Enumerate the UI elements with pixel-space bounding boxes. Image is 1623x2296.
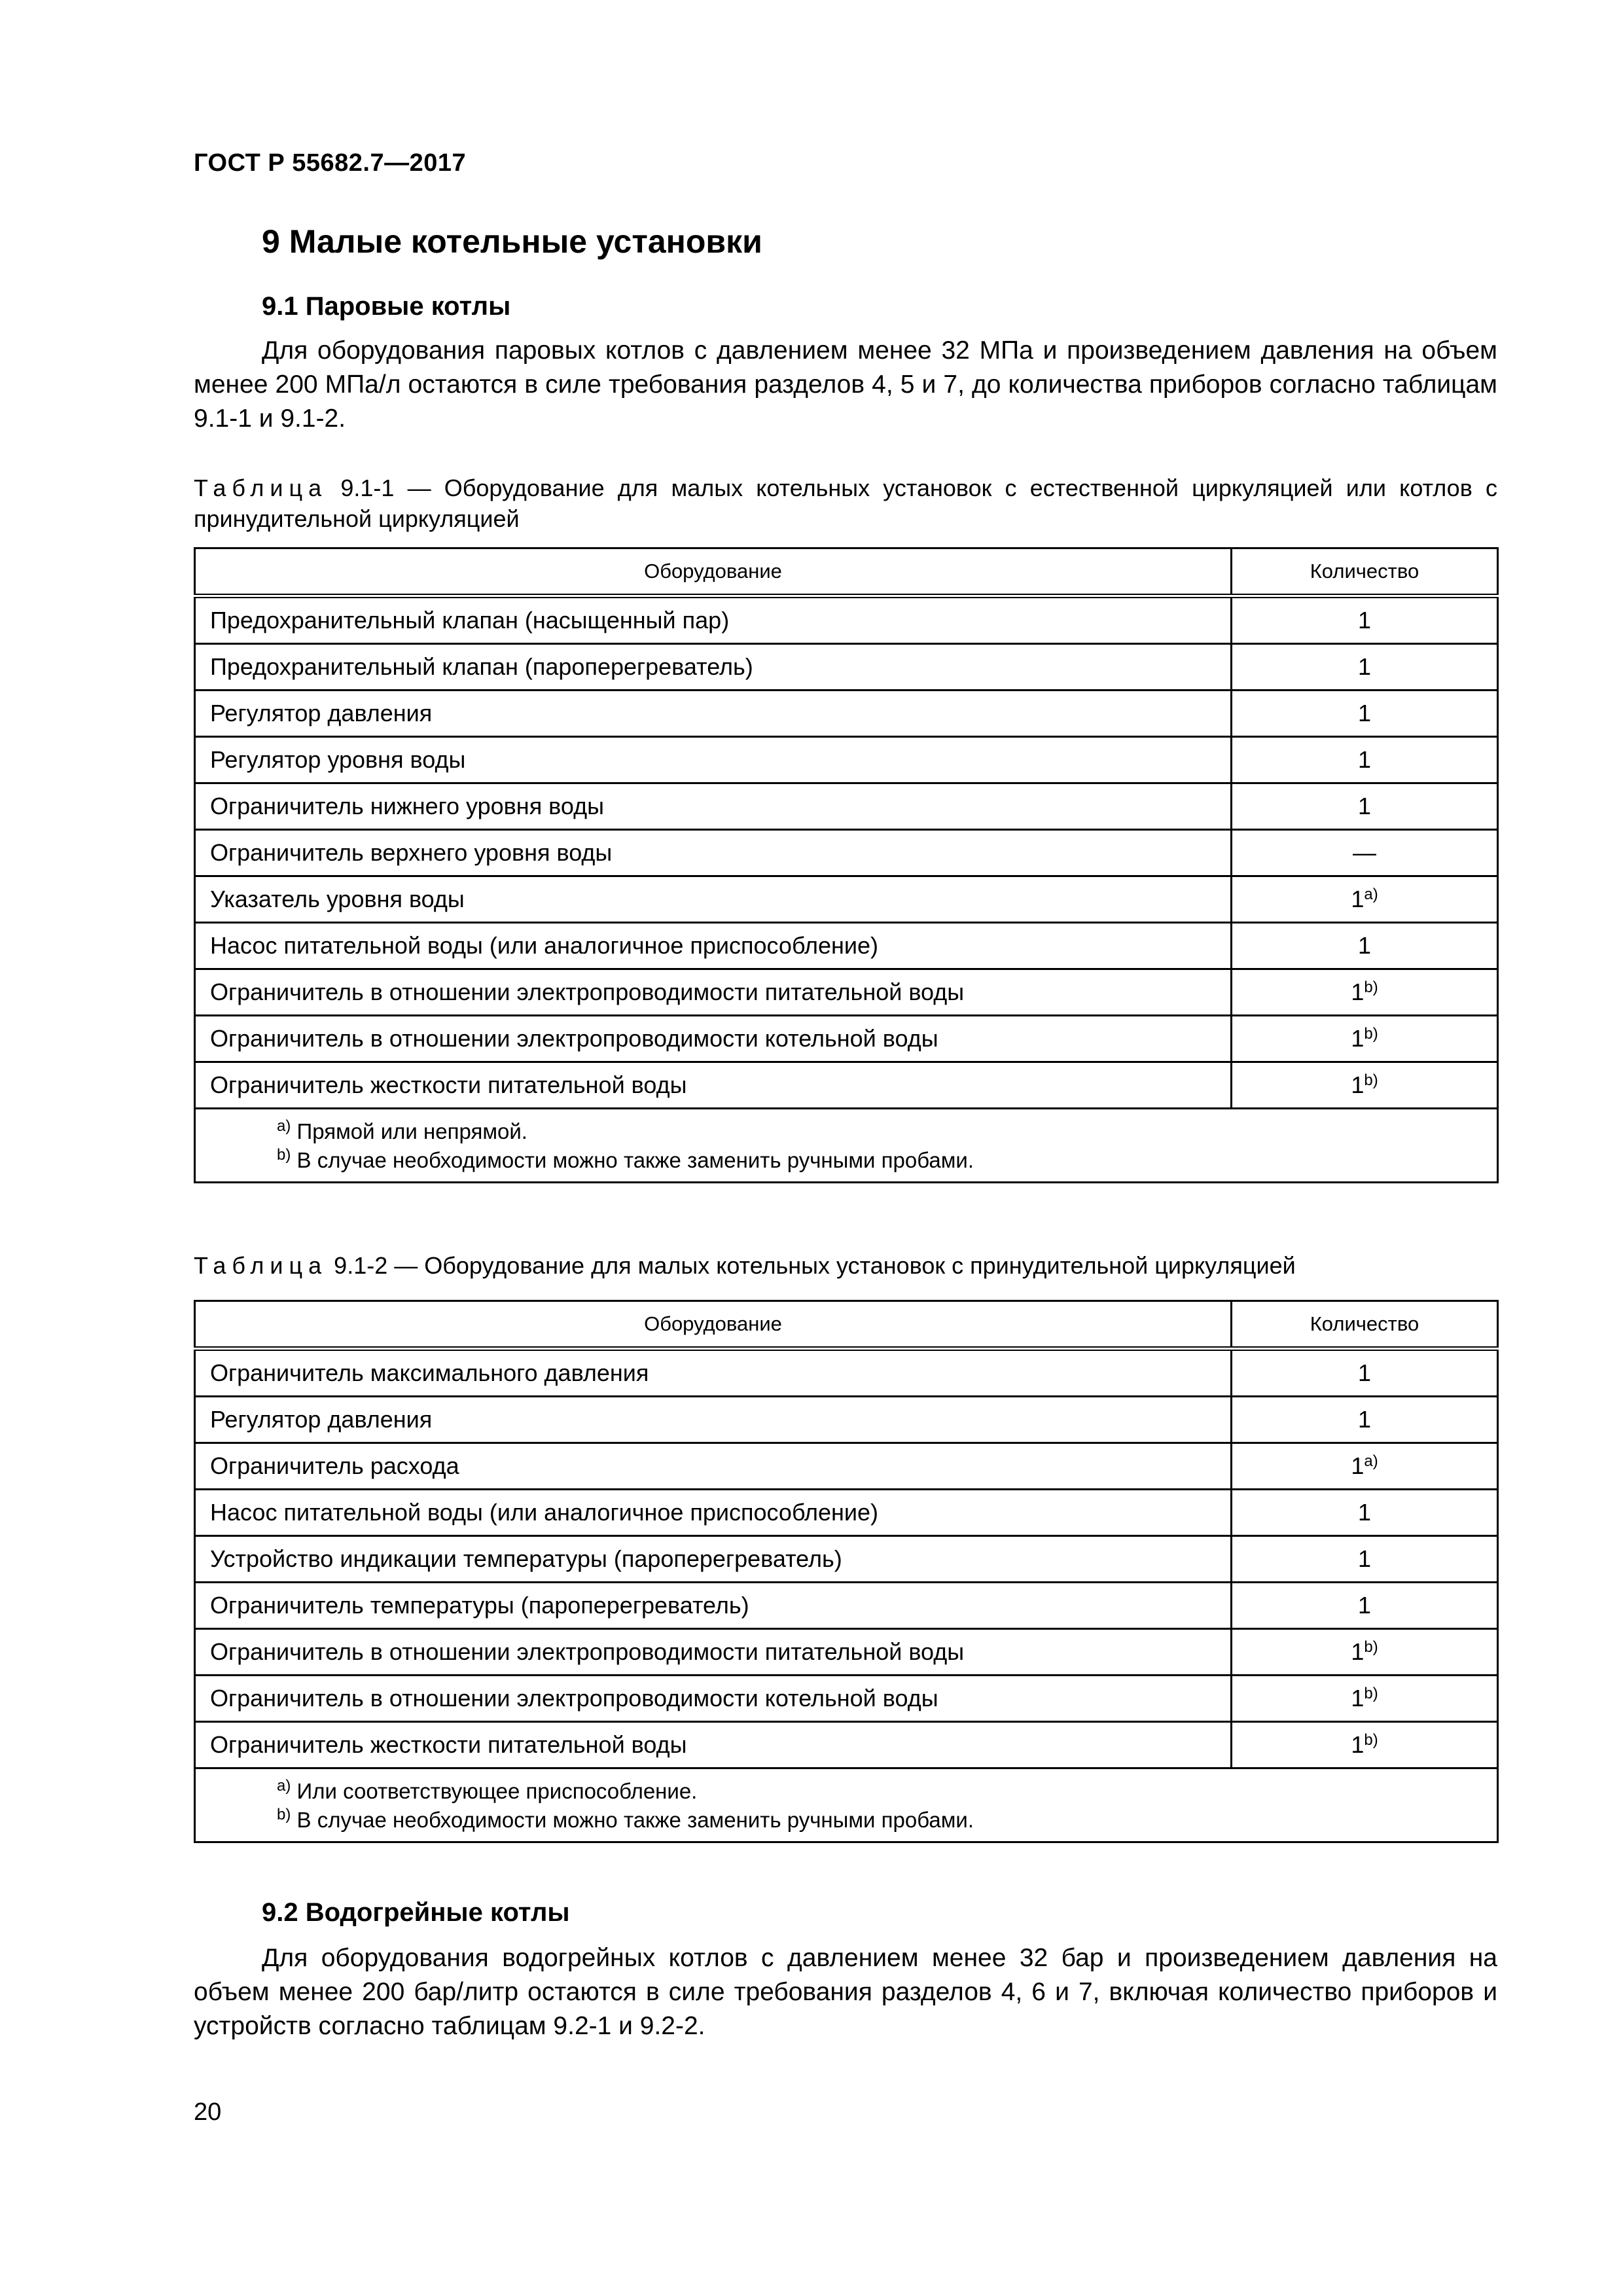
quantity-value: 1	[1351, 1731, 1364, 1758]
footnote-mark: a)	[277, 1117, 291, 1135]
table1-caption	[194, 473, 1497, 534]
column-header-equipment: Оборудование	[195, 548, 1232, 596]
quantity-cell	[1232, 1016, 1498, 1062]
document-code: ГОСТ Р 55682.7—2017	[194, 149, 467, 177]
table-footnotes-row	[195, 1768, 1498, 1842]
quantity-cell	[1232, 1062, 1498, 1109]
quantity-value: 1	[1357, 1545, 1372, 1572]
equipment-name-cell: Регулятор давления	[195, 1397, 1232, 1443]
table-equipment-9-1-2	[194, 1300, 1499, 1843]
footnote-text: В случае необходимости можно также заменить ручными пробами.	[296, 1808, 974, 1832]
table-header-row	[195, 548, 1498, 596]
footnote	[277, 1777, 1497, 1806]
table-header-row	[195, 1301, 1498, 1349]
equipment-name-cell: Ограничитель жесткости питательной воды	[195, 1722, 1232, 1768]
subsection-title-hot-water-boilers: 9.2 Водогрейные котлы	[262, 1898, 570, 1927]
table-footnotes-row	[195, 1109, 1498, 1183]
quantity-cell	[1232, 1349, 1498, 1397]
footnote-reference: b)	[1364, 1685, 1378, 1702]
table-row	[195, 596, 1498, 644]
equipment-name-cell: Ограничитель температуры (пароперегреватель)	[195, 1583, 1232, 1629]
quantity-cell	[1232, 644, 1498, 691]
paragraph-steam-boilers: Для оборудования паровых котлов с давлением менее 32 МПа и произведением давления на объем менее 200 МПа/л остаются в силе требования разделов 4, 5 и 7, до количества приборов согласно таблицам 9.1-1 и 9.1-2.	[194, 336, 1497, 433]
footnote	[277, 1117, 1497, 1146]
footnote-reference: b)	[1364, 1071, 1378, 1089]
equipment-name-cell: Насос питательной воды (или аналогичное приспособление)	[195, 1490, 1232, 1536]
subsection-title-steam-boilers: 9.1 Паровые котлы	[262, 292, 511, 321]
quantity-value: —	[1353, 839, 1376, 866]
table-row	[195, 830, 1498, 876]
table-row	[195, 1443, 1498, 1490]
table-row	[195, 1676, 1498, 1722]
table-row	[195, 969, 1498, 1016]
table-row	[195, 923, 1498, 969]
quantity-cell	[1232, 1397, 1498, 1443]
equipment-name-cell: Ограничитель в отношении электропроводимости котельной воды	[195, 1016, 1232, 1062]
page-number: 20	[194, 2098, 222, 2126]
table2-caption-text: 9.1-2 — Оборудование для малых котельных установок с принудительной циркуляцией	[334, 1252, 1296, 1279]
quantity-cell	[1232, 923, 1498, 969]
table-row	[195, 783, 1498, 830]
equipment-name-cell: Ограничитель в отношении электропроводимости питательной воды	[195, 1629, 1232, 1676]
quantity-value: 1	[1357, 607, 1372, 634]
quantity-cell	[1232, 1629, 1498, 1676]
footnote	[277, 1806, 1497, 1835]
column-header-equipment: Оборудование	[195, 1301, 1232, 1349]
quantity-cell	[1232, 1676, 1498, 1722]
quantity-cell	[1232, 876, 1498, 923]
quantity-value: 1	[1357, 1406, 1372, 1433]
table1-caption-text: 9.1-1 — Оборудование для малых котельных установок с естественной циркуляцией или котлов с принудительной циркуляцией	[194, 475, 1497, 532]
equipment-name-cell: Регулятор уровня воды	[195, 737, 1232, 783]
footnote-mark: a)	[277, 1777, 291, 1795]
footnote-reference: b)	[1364, 978, 1378, 996]
quantity-cell	[1232, 1443, 1498, 1490]
table-footnotes	[195, 1768, 1498, 1842]
table1-caption-word: Таблица	[194, 475, 328, 501]
quantity-cell	[1232, 969, 1498, 1016]
quantity-value: 1	[1357, 1499, 1372, 1526]
footnote-mark: b)	[277, 1806, 291, 1823]
quantity-value: 1	[1351, 1025, 1364, 1052]
footnote-mark: b)	[277, 1146, 291, 1164]
table2-caption-word: Таблица	[194, 1252, 328, 1279]
equipment-name-cell: Указатель уровня воды	[195, 876, 1232, 923]
quantity-value: 1	[1357, 700, 1372, 726]
equipment-name-cell: Ограничитель жесткости питательной воды	[195, 1062, 1232, 1109]
equipment-name-cell: Ограничитель расхода	[195, 1443, 1232, 1490]
table-row	[195, 1397, 1498, 1443]
table-row	[195, 1349, 1498, 1397]
quantity-cell	[1232, 1722, 1498, 1768]
equipment-name-cell: Регулятор давления	[195, 691, 1232, 737]
quantity-value: 1	[1357, 932, 1372, 959]
quantity-cell	[1232, 691, 1498, 737]
quantity-cell	[1232, 737, 1498, 783]
column-header-quantity: Количество	[1232, 1301, 1498, 1349]
footnote-reference: b)	[1364, 1638, 1378, 1656]
quantity-value: 1	[1351, 978, 1364, 1005]
equipment-name-cell: Ограничитель в отношении электропроводимости питательной воды	[195, 969, 1232, 1016]
footnote	[277, 1146, 1497, 1175]
paragraph-hot-water-boilers: Для оборудования водогрейных котлов с давлением менее 32 бар и произведением давления на объем менее 200 бар/литр остаются в силе требования разделов 4, 6 и 7, включая количество приборов и устройств согласно таблицам 9.2-1 и 9.2-2.	[194, 1944, 1497, 2040]
table-row	[195, 1062, 1498, 1109]
quantity-cell	[1232, 1536, 1498, 1583]
quantity-value: 1	[1357, 1592, 1372, 1619]
equipment-name-cell: Ограничитель нижнего уровня воды	[195, 783, 1232, 830]
column-header-quantity: Количество	[1232, 548, 1498, 596]
quantity-value: 1	[1357, 746, 1372, 773]
section-title: 9 Малые котельные установки	[262, 223, 762, 260]
equipment-name-cell: Устройство индикации температуры (пароперегреватель)	[195, 1536, 1232, 1583]
footnote-text: Прямой или непрямой.	[296, 1119, 527, 1143]
quantity-cell	[1232, 1490, 1498, 1536]
footnote-text: В случае необходимости можно также заменить ручными пробами.	[296, 1148, 974, 1172]
table-row	[195, 876, 1498, 923]
quantity-value: 1	[1351, 1685, 1364, 1712]
table-equipment-9-1-1	[194, 547, 1499, 1183]
equipment-name-cell: Насос питательной воды (или аналогичное приспособление)	[195, 923, 1232, 969]
table-row	[195, 1490, 1498, 1536]
quantity-cell	[1232, 830, 1498, 876]
table-row	[195, 1722, 1498, 1768]
table-row	[195, 1629, 1498, 1676]
table2-caption	[194, 1250, 1497, 1281]
quantity-cell	[1232, 783, 1498, 830]
footnote-reference: b)	[1364, 1025, 1378, 1043]
quantity-value: 1	[1351, 1452, 1364, 1479]
equipment-name-cell: Ограничитель верхнего уровня воды	[195, 830, 1232, 876]
table-footnotes	[195, 1109, 1498, 1183]
equipment-name-cell: Ограничитель в отношении электропроводимости котельной воды	[195, 1676, 1232, 1722]
quantity-value: 1	[1351, 1071, 1364, 1098]
table-row	[195, 691, 1498, 737]
quantity-value: 1	[1357, 793, 1372, 819]
equipment-name-cell: Ограничитель максимального давления	[195, 1349, 1232, 1397]
table-row	[195, 1583, 1498, 1629]
table-row	[195, 1536, 1498, 1583]
equipment-name-cell: Предохранительный клапан (пароперегреватель)	[195, 644, 1232, 691]
quantity-value: 1	[1357, 1359, 1372, 1386]
quantity-cell	[1232, 596, 1498, 644]
quantity-value: 1	[1357, 653, 1372, 680]
footnote-reference: a)	[1364, 1452, 1378, 1470]
table-row	[195, 644, 1498, 691]
equipment-name-cell: Предохранительный клапан (насыщенный пар)	[195, 596, 1232, 644]
footnote-reference: a)	[1364, 886, 1378, 903]
table-row	[195, 1016, 1498, 1062]
footnote-reference: b)	[1364, 1731, 1378, 1749]
footnote-text: Или соответствующее приспособление.	[296, 1779, 698, 1803]
quantity-value: 1	[1351, 1638, 1364, 1665]
quantity-value: 1	[1351, 886, 1364, 912]
quantity-cell	[1232, 1583, 1498, 1629]
table-row	[195, 737, 1498, 783]
